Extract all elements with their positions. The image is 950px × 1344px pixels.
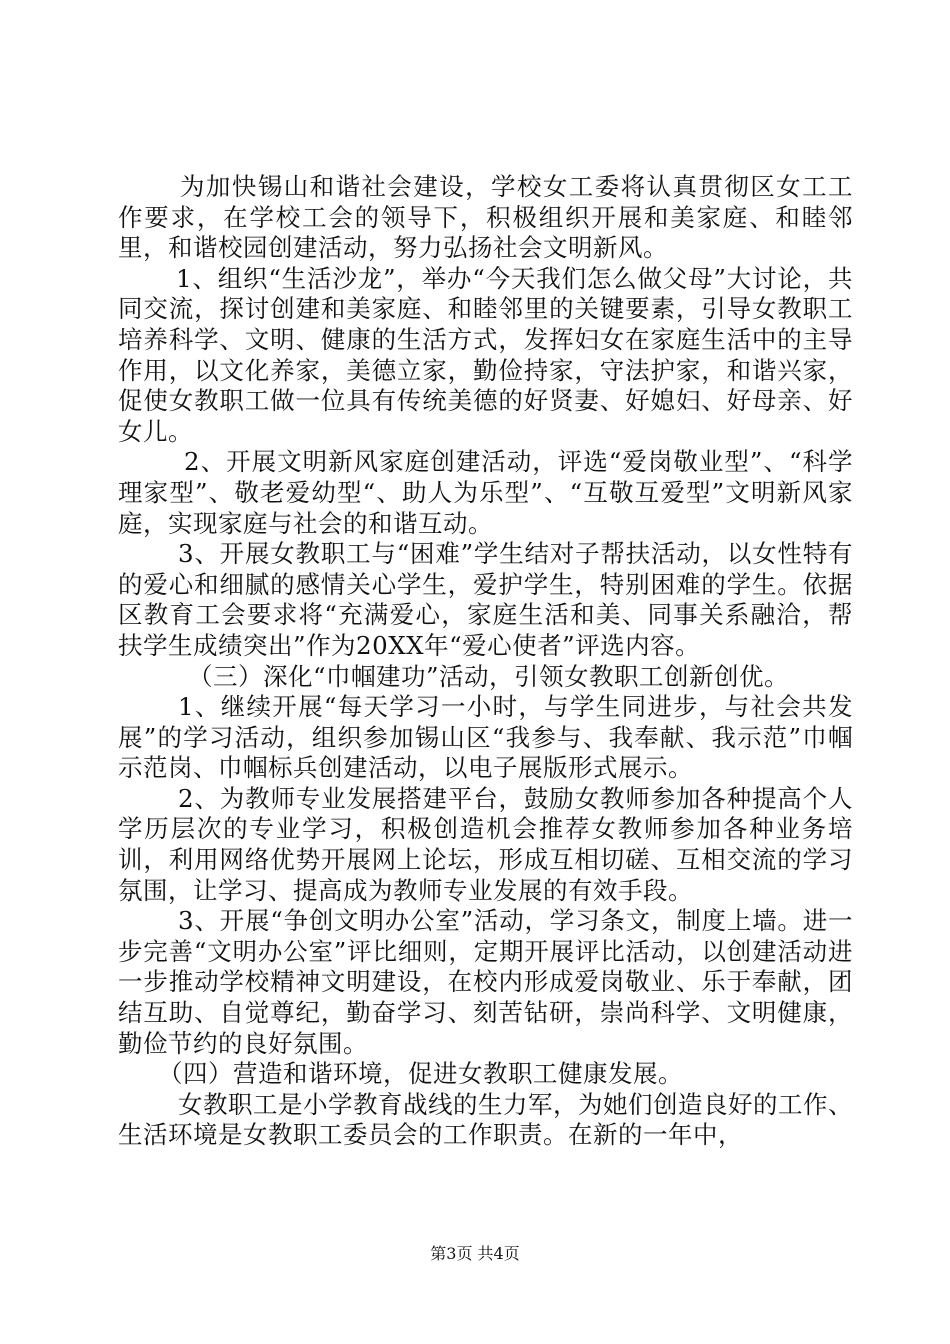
page-number-footer: 第3页 共4页 (430, 1244, 520, 1263)
paragraph-item-1-life-salon: 1、组织“生活沙龙”，举办“今天我们怎么做父母”大讨论，共同交流，探讨创建和美家庭、和睦邻里的关键要素，引导女教职工培养科学、文明、健康的生活方式，发挥妇女在家庭生活中的主导作用，以文化养家，美德立家，勤俭持家，守法护家，和谐兴家，促使女教职工做一位具有传统美德的好贤妻、好媳妇、好母亲、好女儿。 (118, 263, 853, 446)
paragraph-item-3-student-support: 3、开展女教职工与“困难”学生结对子帮扶活动，以女性特有的爱心和细腻的感情关心学生，爱护学生，特别困难的学生。依据区教育工会要求将“充满爱心，家庭生活和美、同事关系融洽，帮扶学生成绩突出”作为20XX年“爱心使者”评选内容。 (118, 539, 853, 660)
section-heading-three: （三）深化“巾帼建功”活动，引领女教职工创新创优。 (188, 661, 790, 691)
paragraph-item-2-family-campaign: 2、开展文明新风家庭创建活动，评选“爱岗敬业型”、“科学理家型”、敬老爱幼型“、助人为乐型”、“互敬互爱型”文明新风家庭，实现家庭与社会的和谐互动。 (118, 447, 853, 538)
paragraph-item-1-learning: 1、继续开展“每天学习一小时，与学生同进步，与社会共发展”的学习活动，组织参加锡山区“我参与、我奉献、我示范”巾帼示范岗、巾帼标兵创建活动，以电子展版形式展示。 (118, 692, 853, 783)
document-body (118, 172, 853, 1151)
section-heading-four: （四）营造和谐环境，促进女教职工健康发展。 (158, 1059, 683, 1089)
paragraph-item-2-professional-development: 2、为教师专业发展搭建平台，鼓励女教师参加各种提高个人学历层次的专业学习，积极创造机会推荐女教师参加各种业务培训，利用网络优势开展网上论坛，形成互相切磋、互相交流的学习氛围，让学习、提高成为教师专业发展的有效手段。 (118, 783, 853, 905)
paragraph-item-3-civilized-office: 3、开展“争创文明办公室”活动，学习条文，制度上墙。进一步完善“文明办公室”评比细则，定期开展评比活动，以创建活动进一步推动学校精神文明建设，在校内形成爱岗敬业、乐于奉献，团结互助、自觉尊纪，勤奋学习、刻苦钻研，崇尚科学、文明健康，勤俭节约的良好氛围。 (118, 906, 853, 1058)
paragraph-intro: 为加快锡山和谐社会建设，学校女工委将认真贯彻区女工工作要求，在学校工会的领导下，积极组织开展和美家庭、和睦邻里，和谐校园创建活动，努力弘扬社会文明新风。 (118, 172, 853, 263)
paragraph-harmonious-environment: 女教职工是小学教育战线的生力军，为她们创造良好的工作、生活环境是女教职工委员会的工作职责。在新的一年中， (118, 1089, 853, 1150)
